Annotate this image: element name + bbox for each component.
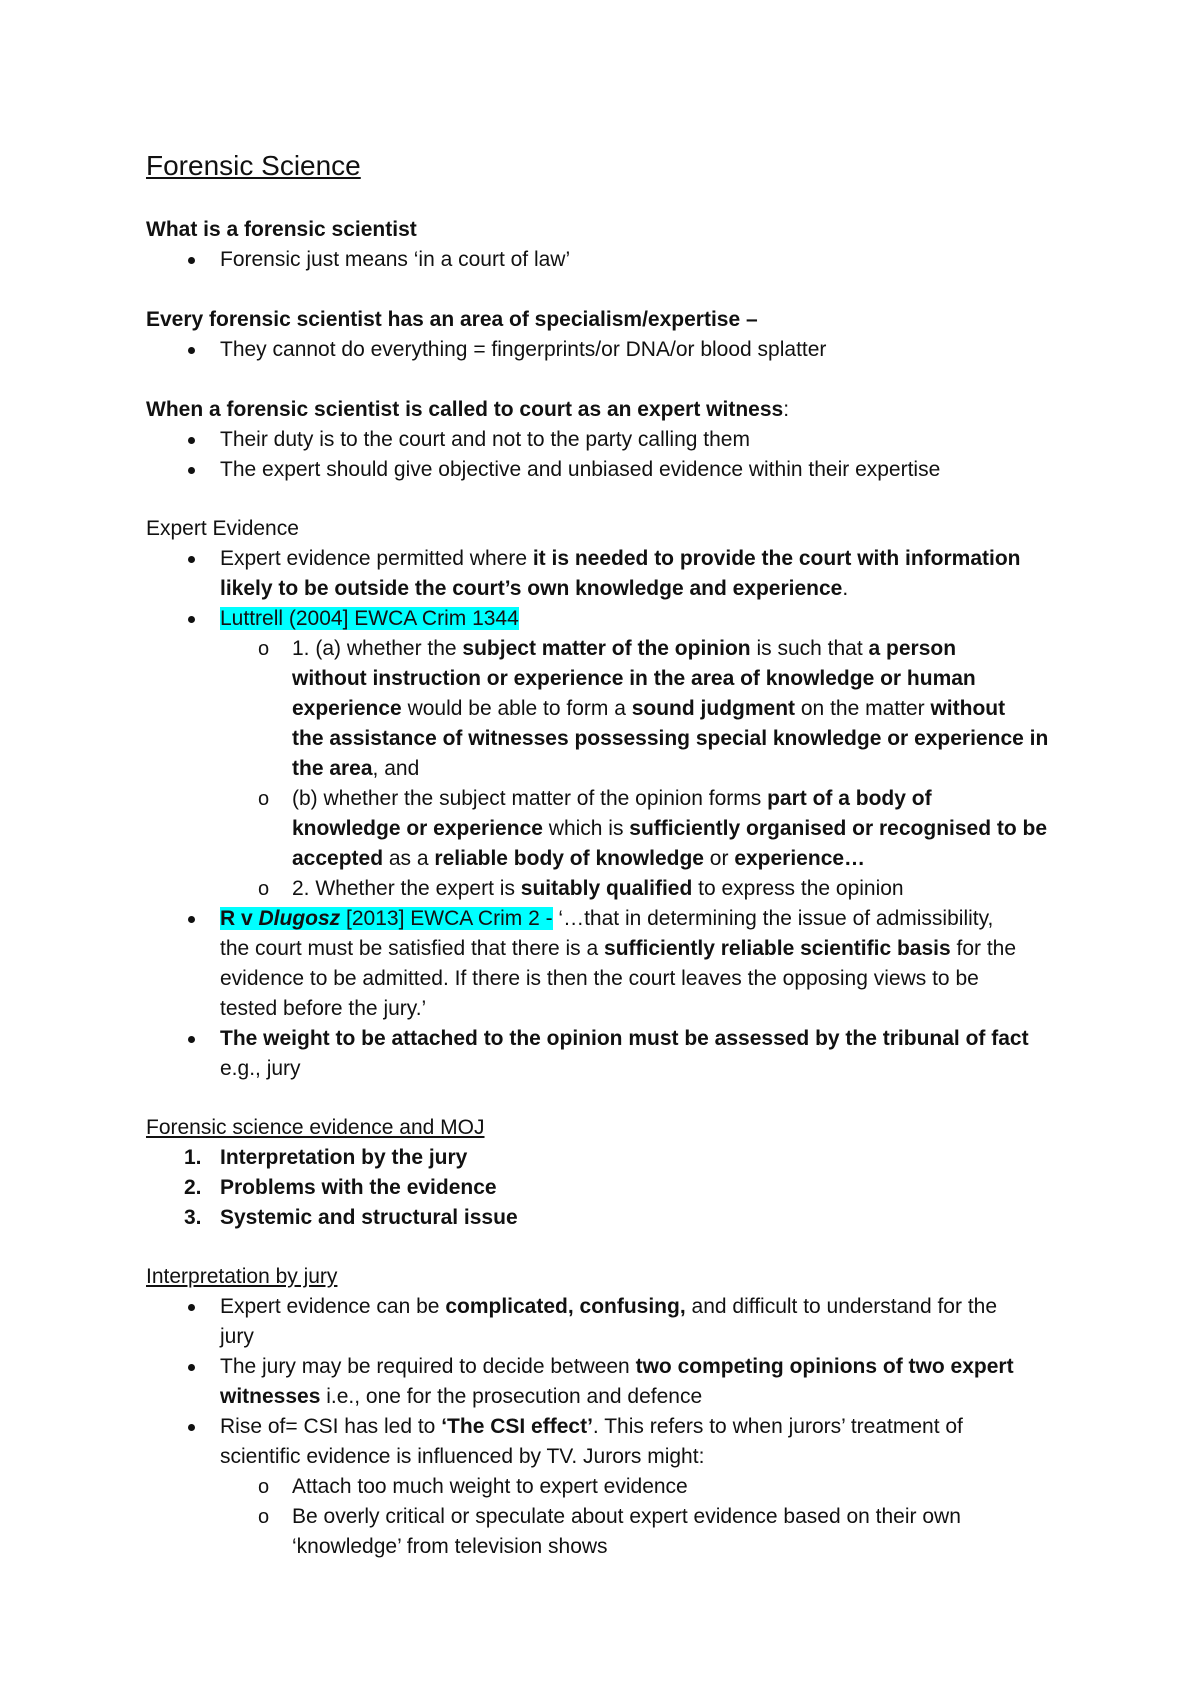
bullet-icon	[188, 556, 195, 563]
sub-list-item-continued: without instruction or experience in the area of knowledge or human	[292, 667, 976, 690]
list-item: The expert should give objective and unbiased evidence within their expertise	[220, 458, 941, 481]
bullet-icon	[188, 1036, 195, 1043]
heading-moj: Forensic science evidence and MOJ	[146, 1116, 485, 1139]
list-item-continued: scientific evidence is influenced by TV. Jurors might:	[220, 1445, 705, 1468]
sub-list-item: (b) whether the subject matter of the opinion forms part of a body of	[292, 787, 932, 810]
case-citation-luttrell: Luttrell (2004] EWCA Crim 1344	[220, 607, 519, 630]
list-item: Their duty is to the court and not to the party calling them	[220, 428, 750, 451]
bullet-icon	[188, 1424, 195, 1431]
list-item: Expert evidence can be complicated, confusing, and difficult to understand for the	[220, 1295, 998, 1318]
sub-list-item-continued: the area, and	[292, 757, 420, 780]
list-item: Expert evidence permitted where it is needed to provide the court with information	[220, 547, 1021, 570]
sub-bullet-icon: o	[258, 638, 270, 660]
sub-list-item: 1. (a) whether the subject matter of the opinion is such that a person	[292, 637, 957, 660]
bullet-icon	[188, 916, 195, 923]
numbered-item: Problems with the evidence	[220, 1176, 497, 1199]
list-item-continued: jury	[220, 1325, 254, 1348]
list-item-continued: e.g., jury	[220, 1057, 301, 1080]
list-item: Rise of= CSI has led to ‘The CSI effect’. This refers to when jurors’ treatment of	[220, 1415, 963, 1438]
sub-bullet-icon: o	[258, 1476, 270, 1498]
bullet-icon	[188, 467, 195, 474]
list-number: 2.	[184, 1176, 202, 1199]
case-citation-dlugosz: R v Dlugosz [2013] EWCA Crim 2 - ‘…that in determining the issue of admissibility,	[220, 907, 994, 930]
list-item-continued: the court must be satisfied that there is a sufficiently reliable scientific basis for the	[220, 937, 1017, 960]
list-item: The jury may be required to decide between two competing opinions of two expert	[220, 1355, 1014, 1378]
list-item-continued: evidence to be admitted. If there is then the court leaves the opposing views to be	[220, 967, 979, 990]
list-number: 3.	[184, 1206, 202, 1229]
bullet-icon	[188, 437, 195, 444]
list-item-continued: tested before the jury.’	[220, 997, 427, 1020]
sub-list-item-continued: knowledge or experience which is sufficiently organised or recognised to be	[292, 817, 1048, 840]
numbered-item: Interpretation by the jury	[220, 1146, 468, 1169]
page-title: Forensic Science	[146, 150, 361, 181]
heading-specialism: Every forensic scientist has an area of specialism/expertise –	[146, 308, 758, 331]
heading-expert-witness: When a forensic scientist is called to court as an expert witness:	[146, 398, 790, 421]
list-item-continued: witnesses i.e., one for the prosecution and defence	[220, 1385, 703, 1408]
list-item-continued: likely to be outside the court’s own knowledge and experience.	[220, 577, 849, 600]
sub-list-item-continued: ‘knowledge’ from television shows	[292, 1535, 608, 1558]
sub-list-item: Be overly critical or speculate about expert evidence based on their own	[292, 1505, 961, 1528]
list-item: Forensic just means ‘in a court of law’	[220, 248, 571, 271]
sub-bullet-icon: o	[258, 1506, 270, 1528]
list-item: The weight to be attached to the opinion must be assessed by the tribunal of fact	[220, 1027, 1029, 1050]
heading-interpretation: Interpretation by jury	[146, 1265, 338, 1288]
sub-list-item: Attach too much weight to expert evidence	[292, 1475, 688, 1498]
bullet-icon	[188, 347, 195, 354]
sub-list-item-continued: the assistance of witnesses possessing special knowledge or experience in	[292, 727, 1049, 750]
list-item: They cannot do everything = fingerprints/or DNA/or blood splatter	[220, 338, 827, 361]
sub-list-item: 2. Whether the expert is suitably qualified to express the opinion	[292, 877, 904, 900]
sub-bullet-icon: o	[258, 878, 270, 900]
heading-expert-evidence: Expert Evidence	[146, 517, 299, 540]
bullet-icon	[188, 1304, 195, 1311]
numbered-item: Systemic and structural issue	[220, 1206, 518, 1229]
heading-what-is: What is a forensic scientist	[146, 218, 417, 241]
sub-bullet-icon: o	[258, 788, 270, 810]
bullet-icon	[188, 616, 195, 623]
sub-list-item-continued: experience would be able to form a sound judgment on the matter without	[292, 697, 1006, 720]
bullet-icon	[188, 257, 195, 264]
sub-list-item-continued: accepted as a reliable body of knowledge or experience…	[292, 847, 866, 870]
list-number: 1.	[184, 1146, 202, 1169]
bullet-icon	[188, 1364, 195, 1371]
